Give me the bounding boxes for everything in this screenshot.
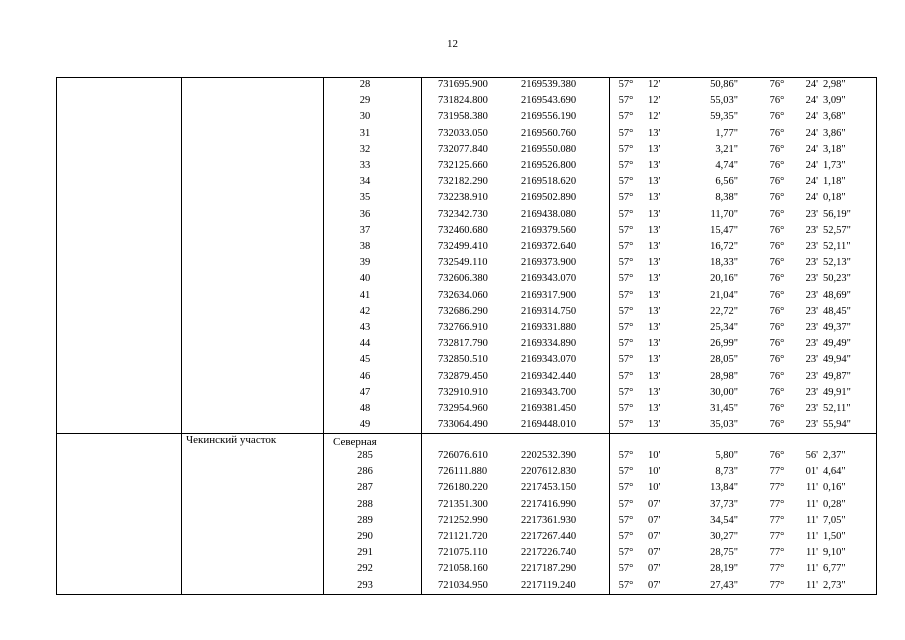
x-coordinate: 732817.790 [438,338,488,350]
point-number: 48 [359,403,371,414]
lat-degrees: 57° [618,289,634,301]
lon-seconds: 55,94" [823,419,851,431]
point-number: 29 [359,95,371,107]
point-number: 292 [357,563,373,575]
lat-degrees: 57° [618,338,634,350]
point-number: 287 [357,482,373,494]
y-coordinate: 2169379.560 [521,224,577,236]
lon-degrees: 77° [769,531,785,542]
y-coordinate: 2169343.070 [521,273,577,285]
lat-minutes: 13' [648,241,661,252]
x-coordinate: 726076.610 [438,450,488,461]
x-coordinate: 732879.450 [438,370,488,382]
lon-minutes: 24' [805,143,818,155]
lat-seconds: 59,35" [710,111,738,123]
x-coordinate: 726111.880 [438,466,488,478]
lat-minutes: 13' [648,273,661,285]
lon-minutes: 56' [805,450,818,461]
lat-seconds: 3,21" [715,143,738,155]
lat-minutes: 13' [648,354,661,366]
x-coordinate: 732549.110 [438,257,488,269]
lat-seconds: 13,84" [710,482,738,494]
lon-degrees: 76° [769,450,785,461]
lat-degrees: 57° [618,305,634,317]
lat-degrees: 57° [618,176,634,188]
lat-degrees: 57° [618,466,634,478]
y-coordinate: 2169314.750 [521,305,577,317]
lat-degrees: 57° [618,354,634,366]
lat-minutes: 12' [648,95,661,107]
lat-degrees: 57° [618,403,634,414]
point-number: 49 [359,419,371,431]
lat-seconds: 30,00" [710,386,738,398]
point-number: 293 [357,579,373,591]
lon-degrees: 76° [769,192,785,204]
lat-degrees: 57° [618,498,634,510]
lat-minutes: 07' [648,563,661,575]
lat-minutes: 13' [648,370,661,382]
lon-seconds: 48,69" [823,289,851,301]
lat-seconds: 34,54" [710,514,738,526]
lon-minutes: 23' [805,386,818,398]
col-line-4 [609,77,610,595]
lon-degrees: 77° [769,514,785,526]
lat-degrees: 57° [618,79,634,90]
lat-minutes: 13' [648,322,661,333]
y-coordinate: 2217267.440 [521,531,577,542]
point-number: 36 [359,208,371,220]
lat-seconds: 55,03" [710,95,738,107]
lon-seconds: 0,28" [823,498,846,510]
lat-minutes: 13' [648,160,661,171]
lat-seconds: 28,98" [710,370,738,382]
lon-seconds: 49,37" [823,322,851,333]
lat-seconds: 31,45" [710,403,738,414]
lat-degrees: 57° [618,111,634,123]
lat-minutes: 07' [648,547,661,559]
lat-seconds: 27,43" [710,579,738,591]
lat-degrees: 57° [618,95,634,107]
page-number: 12 [447,38,458,50]
lon-seconds: 2,98" [823,79,846,90]
lat-degrees: 57° [618,579,634,591]
lon-seconds: 52,11" [823,241,851,252]
lat-degrees: 57° [618,370,634,382]
lon-seconds: 49,49" [823,338,851,350]
lon-degrees: 76° [769,322,785,333]
lon-degrees: 76° [769,111,785,123]
x-coordinate: 732606.380 [438,273,488,285]
lat-degrees: 57° [618,143,634,155]
lat-seconds: 8,73" [715,466,738,478]
lon-minutes: 23' [805,322,818,333]
y-coordinate: 2202532.390 [521,450,577,461]
y-coordinate: 2169539.380 [521,79,577,90]
x-coordinate: 732954.960 [438,403,488,414]
lon-minutes: 11' [805,514,818,526]
lon-degrees: 76° [769,241,785,252]
point-number: 291 [357,547,373,559]
lon-degrees: 77° [769,579,785,591]
point-number: 30 [359,111,371,123]
x-coordinate: 721034.950 [438,579,488,591]
lon-minutes: 24' [805,176,818,188]
lat-minutes: 13' [648,176,661,188]
point-number: 28 [359,79,371,90]
lat-minutes: 13' [648,192,661,204]
lon-seconds: 50,23" [823,273,851,285]
lon-degrees: 77° [769,547,785,559]
lon-minutes: 11' [805,547,818,559]
lat-degrees: 57° [618,257,634,269]
col-line-5 [876,77,877,595]
lon-degrees: 77° [769,482,785,494]
lon-minutes: 23' [805,224,818,236]
lat-minutes: 13' [648,208,661,220]
lat-minutes: 12' [648,111,661,123]
x-coordinate: 732033.050 [438,127,488,139]
lat-degrees: 57° [618,450,634,461]
lon-degrees: 76° [769,305,785,317]
lon-degrees: 76° [769,289,785,301]
point-number: 289 [357,514,373,526]
x-coordinate: 732342.730 [438,208,488,220]
x-coordinate: 721252.990 [438,514,488,526]
lat-minutes: 07' [648,514,661,526]
point-number: 42 [359,305,371,317]
lon-minutes: 24' [805,127,818,139]
y-coordinate: 2169317.900 [521,289,577,301]
lat-seconds: 28,05" [710,354,738,366]
lon-minutes: 11' [805,531,818,542]
lon-seconds: 0,18" [823,192,846,204]
lon-minutes: 11' [805,498,818,510]
lat-minutes: 13' [648,419,661,431]
lon-minutes: 24' [805,192,818,204]
lon-degrees: 76° [769,273,785,285]
point-number: 40 [359,273,371,285]
x-coordinate: 732686.290 [438,305,488,317]
lon-minutes: 23' [805,289,818,301]
lat-degrees: 57° [618,563,634,575]
lat-seconds: 18,33" [710,257,738,269]
lon-minutes: 11' [805,563,818,575]
lon-minutes: 23' [805,338,818,350]
point-number: 39 [359,257,371,269]
y-coordinate: 2169381.450 [521,403,577,414]
x-coordinate: 733064.490 [438,419,488,431]
lon-degrees: 76° [769,143,785,155]
lat-degrees: 57° [618,386,634,398]
lon-degrees: 77° [769,563,785,575]
lon-degrees: 76° [769,176,785,188]
point-number: 35 [359,192,371,204]
lon-minutes: 11' [805,579,818,591]
y-coordinate: 2207612.830 [521,466,577,478]
lat-seconds: 22,72" [710,305,738,317]
y-coordinate: 2169372.640 [521,241,577,252]
lat-minutes: 10' [648,450,661,461]
lat-minutes: 10' [648,482,661,494]
lat-degrees: 57° [618,482,634,494]
lat-degrees: 57° [618,273,634,285]
lon-minutes: 11' [805,482,818,494]
lat-minutes: 13' [648,257,661,269]
lon-seconds: 3,09" [823,95,846,107]
lat-seconds: 6,56" [715,176,738,188]
y-coordinate: 2169556.190 [521,111,577,123]
lat-minutes: 13' [648,403,661,414]
lon-seconds: 3,86" [823,127,846,139]
lat-seconds: 28,75" [710,547,738,559]
col-line-3 [421,77,422,595]
x-coordinate: 732125.660 [438,160,488,171]
y-coordinate: 2169334.890 [521,338,577,350]
lat-seconds: 35,03" [710,419,738,431]
y-coordinate: 2169518.620 [521,176,577,188]
lon-seconds: 2,73" [823,579,846,591]
lon-seconds: 4,64" [823,466,846,478]
lat-degrees: 57° [618,419,634,431]
point-number: 38 [359,241,371,252]
lon-degrees: 76° [769,354,785,366]
x-coordinate: 732850.510 [438,354,488,366]
point-number: 43 [359,322,371,333]
y-coordinate: 2169438.080 [521,208,577,220]
y-coordinate: 2169343.070 [521,354,577,366]
lon-seconds: 3,68" [823,111,846,123]
lat-seconds: 20,16" [710,273,738,285]
lon-seconds: 0,16" [823,482,846,494]
lon-seconds: 1,50" [823,531,846,542]
lon-seconds: 52,13" [823,257,851,269]
lat-minutes: 13' [648,127,661,139]
lat-minutes: 12' [648,79,661,90]
x-coordinate: 721075.110 [438,547,488,559]
point-number: 288 [357,498,373,510]
lon-seconds: 1,73" [823,160,846,171]
point-number: 46 [359,370,371,382]
lon-minutes: 23' [805,370,818,382]
lon-degrees: 76° [769,208,785,220]
lon-degrees: 76° [769,386,785,398]
point-number: 31 [359,127,371,139]
y-coordinate: 2169543.690 [521,95,577,107]
lon-minutes: 23' [805,403,818,414]
y-coordinate: 2217453.150 [521,482,577,494]
lon-seconds: 3,18" [823,143,846,155]
section-label: Чекинский участок [186,434,277,446]
lat-minutes: 07' [648,531,661,542]
lon-degrees: 76° [769,95,785,107]
lon-seconds: 7,05" [823,514,846,526]
lon-seconds: 49,91" [823,386,851,398]
lon-seconds: 48,45" [823,305,851,317]
lon-seconds: 1,18" [823,176,846,188]
lat-minutes: 10' [648,466,661,478]
lat-degrees: 57° [618,224,634,236]
lat-seconds: 1,77" [715,127,738,139]
lon-degrees: 76° [769,224,785,236]
point-number: 285 [357,450,373,461]
lat-seconds: 30,27" [710,531,738,542]
lon-degrees: 76° [769,338,785,350]
lon-seconds: 9,10" [823,547,846,559]
lat-seconds: 11,70" [710,208,738,220]
lon-degrees: 76° [769,79,785,90]
y-coordinate: 2169373.900 [521,257,577,269]
lat-seconds: 8,38" [715,192,738,204]
lon-minutes: 01' [805,466,818,478]
y-coordinate: 2169343.700 [521,386,577,398]
point-number: 37 [359,224,371,236]
col-line-1 [181,77,182,595]
point-number: 44 [359,338,371,350]
x-coordinate: 732077.840 [438,143,488,155]
lat-degrees: 57° [618,208,634,220]
lon-degrees: 76° [769,403,785,414]
lon-seconds: 52,11" [823,403,851,414]
x-coordinate: 732238.910 [438,192,488,204]
x-coordinate: 721351.300 [438,498,488,510]
y-coordinate: 2217187.290 [521,563,577,575]
x-coordinate: 732910.910 [438,386,488,398]
lat-degrees: 57° [618,160,634,171]
point-number: 33 [359,160,371,171]
lon-degrees: 77° [769,498,785,510]
y-coordinate: 2169550.080 [521,143,577,155]
y-coordinate: 2169502.890 [521,192,577,204]
lon-minutes: 23' [805,273,818,285]
lat-minutes: 13' [648,289,661,301]
lon-degrees: 76° [769,127,785,139]
lat-degrees: 57° [618,322,634,333]
col-line-2 [323,77,324,595]
x-coordinate: 731958.380 [438,111,488,123]
lon-seconds: 56,19" [823,208,851,220]
lon-minutes: 23' [805,419,818,431]
lat-degrees: 57° [618,547,634,559]
y-coordinate: 2217119.240 [521,579,576,591]
x-coordinate: 731824.800 [438,95,488,107]
lat-seconds: 5,80" [715,450,738,461]
lon-seconds: 2,37" [823,450,846,461]
y-coordinate: 2217361.930 [521,514,577,526]
x-coordinate: 732766.910 [438,322,488,333]
y-coordinate: 2169342.440 [521,370,577,382]
table-bottom-border [56,594,876,595]
lat-seconds: 21,04" [710,289,738,301]
y-coordinate: 2169331.880 [521,322,577,333]
y-coordinate: 2217226.740 [521,547,577,559]
point-number: 286 [357,466,373,478]
lat-minutes: 13' [648,386,661,398]
lon-minutes: 23' [805,354,818,366]
point-number: 34 [359,176,371,188]
lat-minutes: 13' [648,338,661,350]
lat-seconds: 28,19" [710,563,738,575]
point-number: 45 [359,354,371,366]
x-coordinate: 726180.220 [438,482,488,494]
y-coordinate: 2169448.010 [521,419,577,431]
subheading: Северная [333,436,377,448]
lat-seconds: 4,74" [715,160,738,171]
lon-degrees: 76° [769,257,785,269]
x-coordinate: 732634.060 [438,289,488,301]
lon-minutes: 24' [805,111,818,123]
lon-minutes: 23' [805,241,818,252]
lat-minutes: 07' [648,498,661,510]
lat-degrees: 57° [618,514,634,526]
lat-degrees: 57° [618,531,634,542]
lon-degrees: 76° [769,419,785,431]
lat-minutes: 07' [648,579,661,591]
point-number: 32 [359,143,371,155]
point-number: 290 [357,531,373,542]
lon-minutes: 23' [805,208,818,220]
lon-minutes: 24' [805,95,818,107]
lon-seconds: 52,57" [823,224,851,236]
lon-minutes: 23' [805,257,818,269]
lat-seconds: 25,34" [710,322,738,333]
lat-degrees: 57° [618,192,634,204]
lat-seconds: 37,73" [710,498,738,510]
point-number: 41 [359,289,371,301]
lon-minutes: 23' [805,305,818,317]
lon-degrees: 76° [769,370,785,382]
x-coordinate: 732182.290 [438,176,488,188]
x-coordinate: 732499.410 [438,241,488,252]
lon-minutes: 24' [805,160,818,171]
lat-seconds: 26,99" [710,338,738,350]
lon-degrees: 77° [769,466,785,478]
lat-degrees: 57° [618,241,634,252]
lat-seconds: 15,47" [710,224,738,236]
x-coordinate: 721121.720 [438,531,488,542]
lon-seconds: 49,87" [823,370,851,382]
y-coordinate: 2217416.990 [521,498,577,510]
y-coordinate: 2169560.760 [521,127,577,139]
point-number: 47 [359,386,371,398]
lat-minutes: 13' [648,143,661,155]
x-coordinate: 731695.900 [438,79,488,90]
col-line-0 [56,77,57,595]
lon-minutes: 24' [805,79,818,90]
lon-seconds: 6,77" [823,563,846,575]
lon-degrees: 76° [769,160,785,171]
lat-seconds: 16,72" [710,241,738,252]
lon-seconds: 49,94" [823,354,851,366]
lat-minutes: 13' [648,224,661,236]
x-coordinate: 721058.160 [438,563,488,575]
lat-seconds: 50,86" [710,79,738,90]
lat-degrees: 57° [618,127,634,139]
y-coordinate: 2169526.800 [521,160,577,171]
lat-minutes: 13' [648,305,661,317]
x-coordinate: 732460.680 [438,224,488,236]
